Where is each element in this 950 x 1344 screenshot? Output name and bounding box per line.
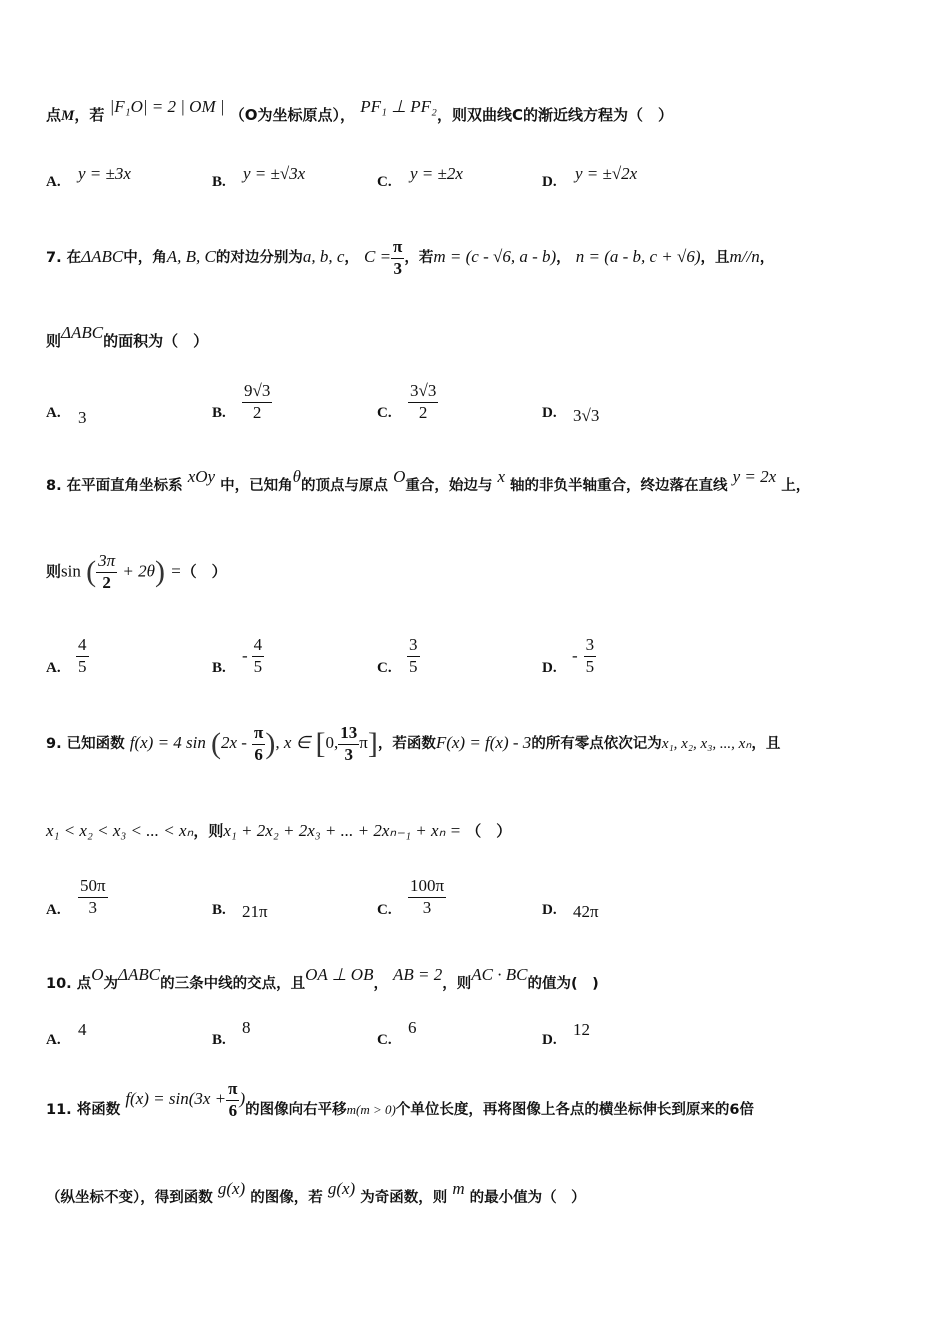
- option-a-value: 4: [78, 1020, 87, 1039]
- option-a-letter: A.: [46, 405, 61, 421]
- q6-stem: 点M，若 |F₁O| = 2 | OM | （O为坐标原点）， PF₁ ⊥ PF₂，则双曲线C的渐近线方程为（ ）: [46, 97, 673, 124]
- option-b-value: 8: [242, 1018, 251, 1037]
- option-a-value: $\frac{4}{5}$: [78, 635, 87, 676]
- option-a-letter: A.: [46, 660, 61, 676]
- option-c-letter: C.: [377, 1032, 392, 1048]
- option-d-value: y = ±√2x: [575, 164, 638, 183]
- option-c-letter: C.: [377, 174, 392, 190]
- option-b-letter: B.: [212, 660, 226, 676]
- option-a-letter: A.: [46, 174, 61, 190]
- q7-stem-line2: 则ΔABC的面积为（ ）: [46, 323, 209, 350]
- option-b-letter: B.: [212, 174, 226, 190]
- option-c-value: $\frac{100\pi}{3}$: [410, 876, 445, 917]
- option-c-letter: C.: [377, 902, 392, 918]
- fraction: $\frac{\pi}{3}$: [393, 237, 403, 278]
- math-condition-1: |F₁O| = 2 | OM |: [109, 97, 225, 116]
- option-a-letter: A.: [46, 902, 61, 918]
- option-c-value: y = ±2x: [410, 164, 463, 183]
- q10-stem: 10. 点O为ΔABC的三条中线的交点，且OA ⊥ OB， AB = 2，则AC · BC的值为( ): [46, 965, 599, 992]
- option-c-value: $\frac{3√3}{2}$: [410, 381, 437, 422]
- option-b-value: - $\frac{4}{5}$: [242, 635, 263, 676]
- q11-stem-line2: （纵坐标不变），得到函数 g(x) 的图像，若 g(x) 为奇函数，则 m 的最小值为（ ）: [46, 1179, 586, 1206]
- option-a-value: $\frac{50\pi}{3}$: [80, 876, 106, 917]
- vector-m: m = (c - √6, a - b): [433, 247, 557, 267]
- option-c-value: 6: [408, 1018, 417, 1037]
- option-d-value: 3√3: [573, 406, 600, 425]
- option-d-letter: D.: [542, 660, 557, 676]
- option-d-value: 12: [573, 1020, 590, 1039]
- option-b-letter: B.: [212, 405, 226, 421]
- question-number: 10.: [46, 976, 72, 992]
- option-d-letter: D.: [542, 1032, 557, 1048]
- q8-stem-line2: 则sin ( $\frac{3\pi}{2}$ + 2θ) =（ ）: [46, 551, 227, 592]
- q9-stem-line2: x₁ < x₂ < x₃ < ... < xₙ，则x₁ + 2x₂ + 2x₃ + ... + 2xₙ₋₁ + xₙ = （ ）: [46, 821, 512, 840]
- option-b-letter: B.: [212, 902, 226, 918]
- option-b-value: y = ±√3x: [243, 164, 306, 183]
- q11-stem: 11. 将函数 f(x) = sin(3x + $\frac{\pi}{6}$ )的图像向右平移m(m > 0)个单位长度，再将图像上各点的横坐标伸长到原来的6倍: [46, 1079, 754, 1120]
- option-d-letter: D.: [542, 902, 557, 918]
- option-d-value: - $\frac{3}{5}$: [572, 635, 595, 676]
- question-number: 11.: [46, 1102, 72, 1119]
- option-b-value: 21π: [242, 902, 268, 921]
- q7-stem: 7. 在ΔABC中，角A, B, C的对边分别为a, b, c， C = $\frac{\pi}{3}$ ，若m = (c - √6, a - b)， n = (a - b, c + √6)，且m//n，: [46, 237, 775, 278]
- question-number: 9.: [46, 736, 62, 753]
- question-number: 8.: [46, 478, 62, 494]
- option-a-letter: A.: [46, 1032, 61, 1048]
- option-d-letter: D.: [542, 174, 557, 190]
- option-c-letter: C.: [377, 660, 392, 676]
- q8-stem: 8. 在平面直角坐标系 xOy 中，已知角θ的顶点与原点 O重合，始边与 x 轴的非负半轴重合，终边落在直线 y = 2x 上，: [46, 467, 811, 494]
- option-b-value: $\frac{9√3}{2}$: [244, 381, 271, 422]
- option-a-value: 3: [78, 408, 87, 427]
- point-m-label: M: [61, 108, 75, 124]
- option-d-value: 42π: [573, 902, 599, 921]
- option-c-value: $\frac{3}{5}$: [409, 635, 418, 676]
- q9-stem: 9. 已知函数 f(x) = 4 sin (2x - $\frac{\pi}{6}$ ), x ∈ [0, $\frac{13}{3}$ π]，若函数F(x) = f(x) - 3的所有零点依次记为x₁, x₂, x₃, ..., xₙ，且: [46, 723, 781, 764]
- option-d-letter: D.: [542, 405, 557, 421]
- vector-n: n = (a - b, c + √6): [575, 247, 701, 267]
- math-condition-2: PF₁ ⊥ PF₂: [360, 97, 437, 116]
- option-c-letter: C.: [377, 405, 392, 421]
- question-number: 7.: [46, 250, 62, 267]
- option-a-value: y = ±3x: [78, 164, 131, 183]
- option-b-letter: B.: [212, 1032, 226, 1048]
